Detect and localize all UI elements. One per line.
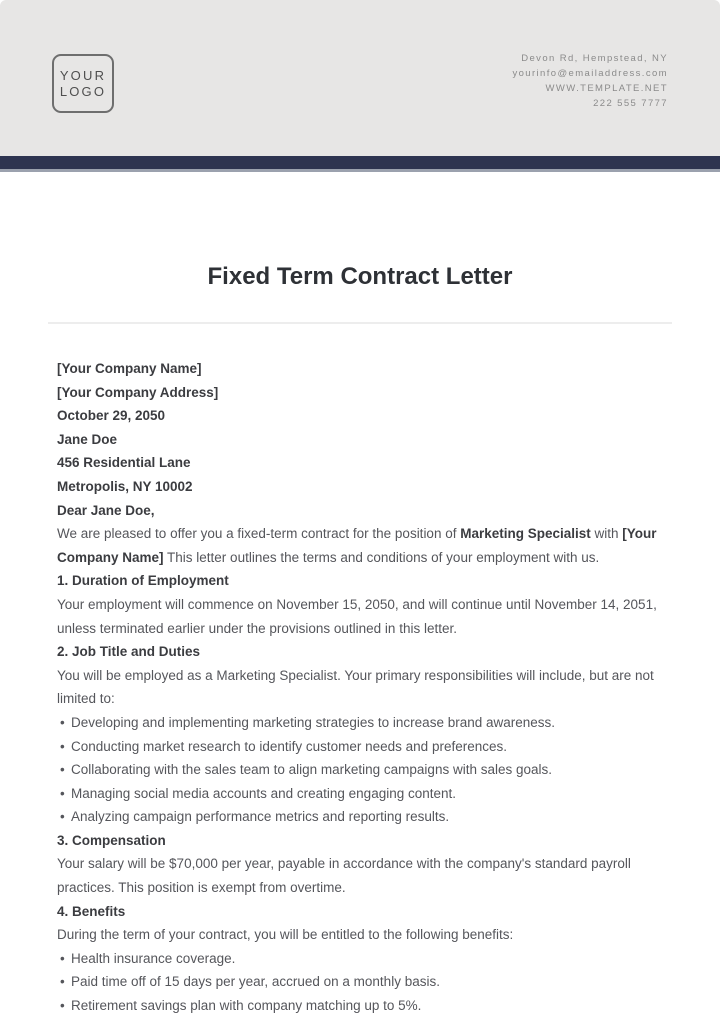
intro-company-bold: [Your Company Name] bbox=[57, 526, 657, 565]
recipient-name-line: Jane Doe bbox=[57, 431, 118, 447]
contact-email: yourinfo@emailaddress.com bbox=[512, 68, 668, 79]
contact-phone: 222 555 7777 bbox=[593, 98, 668, 109]
page-title: Fixed Term Contract Letter bbox=[207, 263, 513, 290]
list-item: • Developing and implementing marketing strategies to increase brand awareness. bbox=[57, 711, 663, 735]
letterhead bbox=[0, 0, 720, 156]
company-name-line: [Your Company Name] bbox=[57, 361, 202, 376]
list-item: • Health insurance coverage. bbox=[57, 947, 663, 971]
section-4-body: During the term of your contract, you will be entitled to the following benefits: bbox=[57, 927, 514, 943]
company-logo bbox=[52, 54, 114, 113]
benefits-list bbox=[57, 947, 663, 1018]
date-line: October 29, 2050 bbox=[57, 408, 166, 424]
accent-divider-bar bbox=[0, 156, 720, 172]
contact-address: Devon Rd, Hempstead, NY bbox=[521, 53, 668, 64]
company-address-line: [Your Company Address] bbox=[57, 384, 219, 400]
intro-text-3: This letter outlines the terms and conditions of your employment with us. bbox=[163, 549, 600, 565]
section-1-heading: 1. Duration of Employment bbox=[57, 573, 229, 589]
recipient-city-line: Metropolis, NY 10002 bbox=[57, 478, 193, 494]
duties-list bbox=[57, 711, 663, 829]
list-item: • Managing social media accounts and creating engaging content. bbox=[57, 782, 663, 806]
contact-website: WWW.TEMPLATE.NET bbox=[545, 83, 668, 94]
list-item: • Conducting market research to identify customer needs and preferences. bbox=[57, 735, 663, 759]
section-2-heading: 2. Job Title and Duties bbox=[57, 644, 201, 660]
intro-text-1: We are pleased to offer you a fixed-term contract for the position of bbox=[57, 526, 461, 542]
section-2-body: You will be employed as a Marketing Specialist. Your primary responsibilities will include, but are not limited to: bbox=[57, 667, 654, 707]
list-item: • Analyzing campaign performance metrics and reporting results. bbox=[57, 805, 663, 829]
section-3-heading: 3. Compensation bbox=[57, 832, 166, 848]
list-item: • Paid time off of 15 days per year, accrued on a monthly basis. bbox=[57, 970, 663, 994]
intro-text-2: with bbox=[590, 526, 623, 542]
recipient-street-line: 456 Residential Lane bbox=[57, 455, 191, 471]
intro-paragraph bbox=[57, 522, 663, 569]
section-3-body: Your salary will be $70,000 per year, payable in accordance with the company's standard payroll practices. This position is exempt from overtime. bbox=[57, 856, 631, 896]
salutation-line: Dear Jane Doe, bbox=[57, 502, 155, 518]
list-item: • Collaborating with the sales team to align marketing campaigns with sales goals. bbox=[57, 758, 663, 782]
list-item: • Retirement savings plan with company matching up to 5%. bbox=[57, 994, 663, 1018]
section-4-heading: 4. Benefits bbox=[57, 903, 126, 919]
logo-text-line2: LOGO bbox=[59, 83, 107, 99]
logo-text-line1: YOUR bbox=[59, 67, 107, 83]
letterhead-contact-block bbox=[512, 51, 668, 111]
letter-body bbox=[0, 324, 720, 1018]
intro-position-bold: Marketing Specialist bbox=[460, 526, 591, 542]
section-1-body: Your employment will commence on November 15, 2050, and will continue until November 14, 2051, unless terminated earlier under the provisions outlined in this letter. bbox=[57, 596, 657, 636]
